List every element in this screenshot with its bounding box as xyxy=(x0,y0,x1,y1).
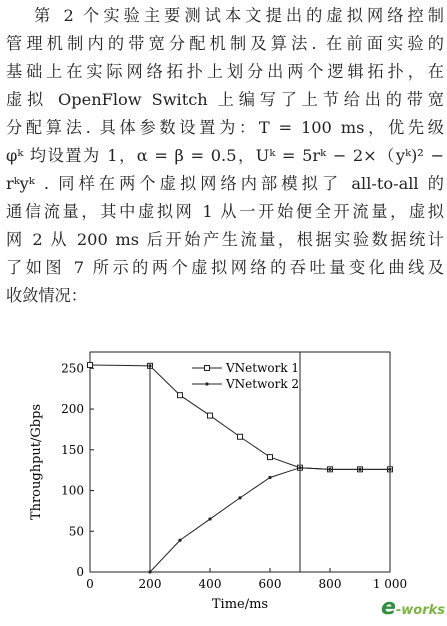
x-axis-label: Time/ms xyxy=(211,597,269,612)
legend-label-1: VNetwork 1 xyxy=(226,361,300,375)
paragraph-line-1: 第 2 个实验主要测试本文提出的虚拟网络控制 xyxy=(34,6,444,25)
watermark-logo: e-works xyxy=(380,595,445,620)
y-tick-label-1: 50 xyxy=(68,524,84,539)
y-tick-label-3: 150 xyxy=(61,442,84,457)
series-2-point-8 xyxy=(358,468,361,471)
x-tick-label-3: 600 xyxy=(258,577,282,591)
series-1-point-4 xyxy=(238,434,243,439)
y-tick-label-4: 200 xyxy=(61,402,84,417)
series-2-point-7 xyxy=(328,468,331,471)
legend xyxy=(192,361,299,391)
paragraph-line-11: 收敛情况： xyxy=(6,286,87,305)
y-tick-label-0: 0 xyxy=(76,565,84,579)
x-tick-label-0: 0 xyxy=(86,577,94,591)
series-1-point-2 xyxy=(178,393,183,398)
paragraph-line-4: 虚拟 OpenFlow Switch 上编写了上节给出的带宽 xyxy=(6,90,444,109)
paragraph-line-7: rᵏyᵏ . 同样在两个虚拟网络内部模拟了 all-to-all 的 xyxy=(6,174,444,193)
legend-marker-1 xyxy=(205,366,210,371)
paragraph-line-9: 网 2 从 200 ms 后开始产生流量，根据实验数据统计 xyxy=(6,230,444,249)
series-1-point-0 xyxy=(88,363,93,368)
legend-marker-2 xyxy=(205,382,208,385)
x-tick-label-4: 800 xyxy=(318,577,342,591)
y-tick-label-5: 250 xyxy=(61,361,84,376)
paragraph-line-3: 基础上在实际网络拓扑上划分出两个逻辑拓扑，在 xyxy=(6,62,444,81)
series-1-point-5 xyxy=(268,455,273,460)
y-axis-ticks xyxy=(61,361,94,579)
x-tick-label-2: 400 xyxy=(198,577,222,591)
series-2 xyxy=(148,364,391,573)
series-2-point-9 xyxy=(388,468,391,471)
series-2-point-3 xyxy=(208,517,211,520)
series-1-point-3 xyxy=(208,413,213,418)
paragraph-line-8: 通信流量，其中虚拟网 1 从一开始便全开流量，虚拟 xyxy=(6,202,444,221)
y-axis-label: Throughput/Gbps xyxy=(29,403,44,521)
paragraph-line-10: 了如图 7 所示的两个虚拟网络的吞吐量变化曲线及 xyxy=(6,258,444,277)
x-tick-label-1: 200 xyxy=(138,577,162,591)
series-2-point-0 xyxy=(148,364,151,367)
legend-label-2: VNetwork 2 xyxy=(226,377,300,391)
chart-svg xyxy=(0,340,447,622)
series-2-point-4 xyxy=(238,496,241,499)
paragraph-line-6: φᵏ 均设置为 1，α = β = 0.5，Uᵏ = 5rᵏ − 2×（yᵏ)² − xyxy=(6,146,444,165)
series-group xyxy=(88,363,393,574)
paragraph-line-2: 管理机制内的带宽分配机制及算法. 在前面实验的 xyxy=(6,34,444,53)
y-tick-label-2: 100 xyxy=(61,483,84,498)
series-2-line xyxy=(150,366,390,572)
series-2-point-2 xyxy=(178,539,181,542)
x-axis-ticks xyxy=(86,568,407,591)
series-2-point-5 xyxy=(268,476,271,479)
throughput-chart xyxy=(0,340,447,622)
series-2-point-6 xyxy=(298,466,301,469)
paragraph-line-5: 分配算法. 具体参数设置为：T = 100 ms，优先级 xyxy=(6,118,444,137)
x-tick-label-5: 1 000 xyxy=(372,577,408,591)
series-2-point-1 xyxy=(148,570,151,573)
